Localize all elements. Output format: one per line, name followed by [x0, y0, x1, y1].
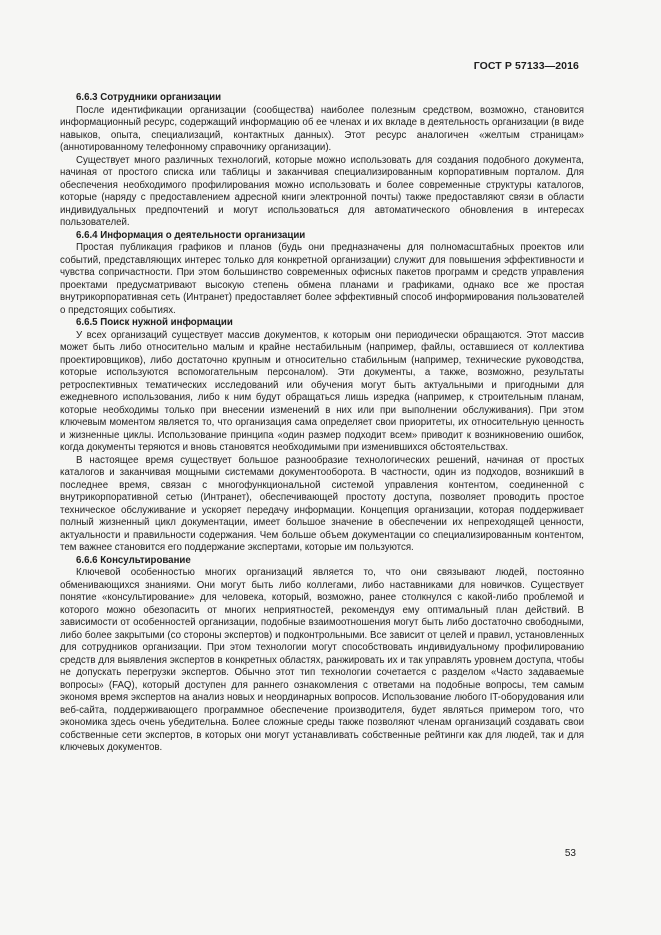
section-title: 6.6.5 Поиск нужной информации — [76, 317, 233, 328]
paragraph: У всех организаций существует массив документов, к которым они периодически обращаются. Этот массив может быть либо относительно малым и крайне нестабильным (например, файлы, оставшиеся от коллектива проектировщиков), либо достаточно крупным и относительно стабильным (например, технические руководства, которые используются вспомогательным персоналом). Эти документы, а также, возможно, результаты ретроспективных тематических исследований или обучения могут быть актуальными и пригодными для ежедневного использования, либо к ним будут обращаться лишь изредка (например, к строительным планам, которые необходимы только при внесении изменений в них или при выполнении обслуживания). При этом ключевым моментом является то, что организация сама определяет свои приоритеты, их относительную ценность и жизненные циклы. Использование принципа «один размер подходит всем» приводит к возникновению ошибок, когда документы теряются и вновь становятся необходимыми при изменившихся обстоятельствах. — [60, 329, 584, 453]
section-6-6-3 — [60, 92, 584, 230]
paragraph: Ключевой особенностью многих организаций является то, что они связывают людей, постоянно обменивающихся знаниями. Они могут быть либо коллегами, либо наставниками для новичков. Существует понятие «консультирование» для человека, который, возможно, ранее столкнулся с какой-либо проблемой и которого можно обезопасить от многих неприятностей, рекомендуя ему оптимальный план действий. В зависимости от особенностей организации, подобные взаимоотношения могут быть либо достаточно свободными, либо более закрытыми (со стороны экспертов) и подконтрольными. Все зависит от целей и правил, установленных для сотрудников организации. При этом технологии могут способствовать индивидуальному профилированию средств для выявления экспертов в конкретных областях, ранжировать их и так управлять уровнем доступа, чтобы не допускать перегрузки экспертов. Обычно этот тип технологии сочетается с разделом «Часто задаваемые вопросы» (FAQ), который доступен для раннего ознакомления с ответами на подобные вопросы, тем самым экономя время экспертов на анализ новых и неординарных вопросов. Использование любого IT-оборудования или веб-сайта, поддерживающего программное обеспечение производителя, будет являться примером того, что экономика здесь очень убедительна. Более сложные среды также позволяют членам организаций создавать свои собственные сети экспертов, в которых они могут устанавливать собственные рейтинги как для людей, так и для ключевых документов. — [60, 567, 584, 753]
section-6-6-4 — [60, 230, 584, 318]
page-number: 53 — [564, 848, 576, 859]
section-title: 6.6.3 Сотрудники организации — [76, 92, 222, 103]
paragraph: В настоящее время существует большое разнообразие технологических решений, начиная от простых каталогов и заканчивая мощными системами документооборота. В частности, один из подходов, возникший в последнее время, связан с многофункциональной системой управления контентом, соединенной с внутрикорпоративной сетью (Интранет), обеспечивающей простоту доступа, позволяет проводить простое техническое обслуживание и ускоряет передачу информации. Концепция организации, которая поддерживает полный жизненный цикл документации, имеет большое значение в обеспечении их непреходящей ценности, актуальности и правильности содержания. Чем больше объем документации со специализированным контентом, тем важнее становится его поддержание экспертами, которые им пользуются. — [60, 454, 584, 553]
standard-header: ГОСТ Р 57133—2016 — [473, 60, 579, 72]
section-title: 6.6.6 Консультирование — [76, 554, 191, 566]
paragraph: Простая публикация графиков и планов (будь они предназначены для полномасштабных проектов или событий, представляющих интерес только для конкретной организации) служит для повышения эффективности и чувства сопричастности. При этом большинство современных офисных пакетов программ и средств управления проектами предусматривают высокую степень обмена планами и графиками, однако все же простая внутрикорпоративная сеть (Интранет) предоставляет более эффективный способ информирования пользователей о предстоящих событиях. — [60, 242, 584, 316]
paragraph: После идентификации организации (сообщества) наиболее полезным средством, возможно, становится информационный ресурс, содержащий информацию об ее членах и их вкладе в деятельность организации (в виде навыков, опыта, специализаций, контактных данных). Этот ресурс аналогичен «желтым страницам» (аннотированному телефонному справочнику организации). — [60, 104, 584, 153]
document-body — [60, 92, 584, 755]
section-title: 6.6.4 Информация о деятельности организации — [76, 229, 306, 241]
section-6-6-6 — [60, 555, 584, 755]
paragraph: Существует много различных технологий, которые можно использовать для создания подобного документа, начиная от простого списка или таблицы и заканчивая специализированным корпоративным порталом. Для обеспечения необходимого профилирования можно использовать и более современные структуры каталогов, которые (наряду с предоставлением адресной книги электронной почты) также предоставляют связи в области индивидуальных предпочтений и могут использоваться для автоматического обновления в интересах пользователей. — [60, 154, 584, 228]
section-6-6-5 — [60, 317, 584, 555]
